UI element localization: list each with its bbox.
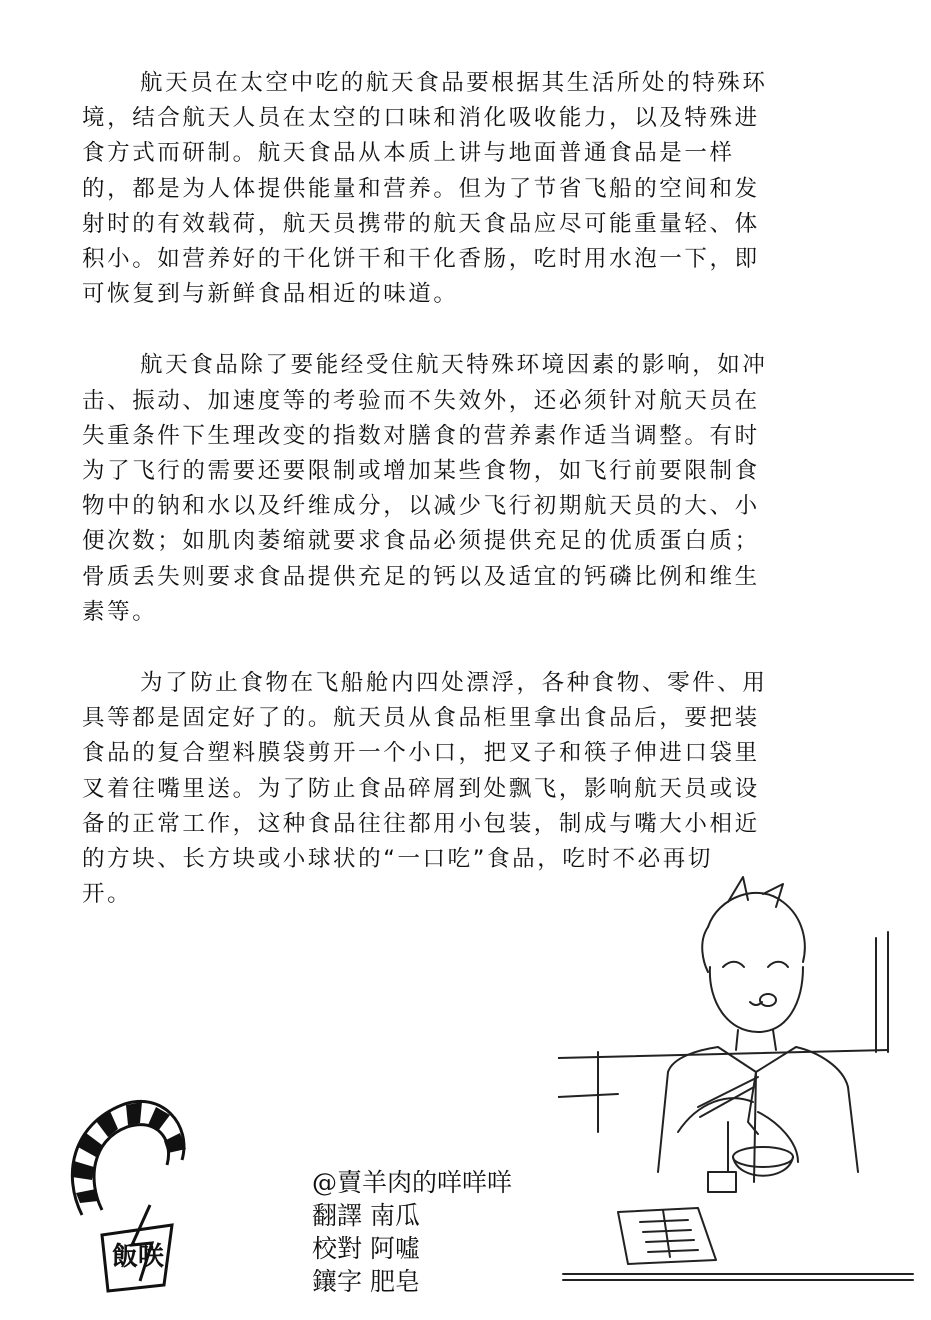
text-line: 备的正常工作，这种食品往往都用小包装，制成与嘴大小相近 [82, 810, 760, 837]
credit-proofread: 校對 阿噓 [312, 1234, 420, 1263]
text-line: 骨质丢失则要求食品提供充足的钙以及适宜的钙磷比例和维生 [82, 563, 760, 590]
credit-typeset: 鑲字 肥皂 [312, 1267, 420, 1296]
credits [312, 1166, 512, 1298]
text-line: 境，结合航天人员在太空的口味和消化吸收能力，以及特殊进 [82, 105, 760, 132]
text-line: 的方块、长方块或小球状的“一口吃”食品，吃时不必再切 [82, 846, 713, 873]
text-line: 航天员在太空中吃的航天食品要根据其生活所处的特殊环 [140, 70, 768, 96]
text-line: 素等。 [82, 598, 158, 625]
text-line: 开。 [82, 881, 133, 908]
eating-person-illustration [558, 872, 918, 1292]
text-line: 积小。如营养好的干化饼干和干化香肠，吃时用水泡一下，即 [82, 246, 760, 273]
text-line: 为了防止食物在飞船舱内四处漂浮，各种食物、零件、用 [140, 670, 768, 697]
paragraph-1 [82, 66, 842, 312]
text-line: 为了飞行的需要还要限制或增加某些食物，如飞行前要限制食 [82, 458, 760, 485]
text-line: 食方式而研制。航天食品从本质上讲与地面普通食品是一样 [82, 140, 735, 167]
credit-translation: 翻譯 南瓜 [312, 1201, 420, 1230]
logo-text: 飯咲 [112, 1242, 165, 1272]
text-line: 击、振动、加速度等的考验而不失效外，还必须针对航天员在 [82, 387, 760, 414]
text-line: 航天食品除了要能经受住航天特殊环境因素的影响，如冲 [140, 352, 768, 379]
text-line: 叉着往嘴里送。为了防止食品碎屑到处飘飞，影响航天员或设 [82, 775, 760, 802]
text-line: 失重条件下生理改变的指数对膳食的营养素作适当调整。有时 [82, 422, 760, 449]
text-line: 具等都是固定好了的。航天员从食品柜里拿出食品后，要把装 [82, 705, 760, 732]
text-line: 便次数；如肌肉萎缩就要求食品必须提供充足的优质蛋白质； [82, 528, 760, 555]
text-line: 物中的钠和水以及纤维成分，以减少飞行初期航天员的大、小 [82, 493, 760, 520]
credit-source: @賣羊肉的咩咩咩 [312, 1168, 513, 1197]
text-line: 食品的复合塑料膜袋剪开一个小口，把叉子和筷子伸进口袋里 [82, 740, 760, 767]
article-body [82, 66, 842, 948]
text-line: 射时的有效载荷，航天员携带的航天食品应尽可能重量轻、体 [82, 210, 760, 237]
text-line: 的，都是为人体提供能量和营养。但为了节省飞船的空间和发 [82, 175, 760, 202]
paragraph-2 [82, 348, 842, 630]
group-logo [52, 1085, 202, 1305]
text-line: 可恢复到与新鲜食品相近的味道。 [82, 281, 459, 308]
